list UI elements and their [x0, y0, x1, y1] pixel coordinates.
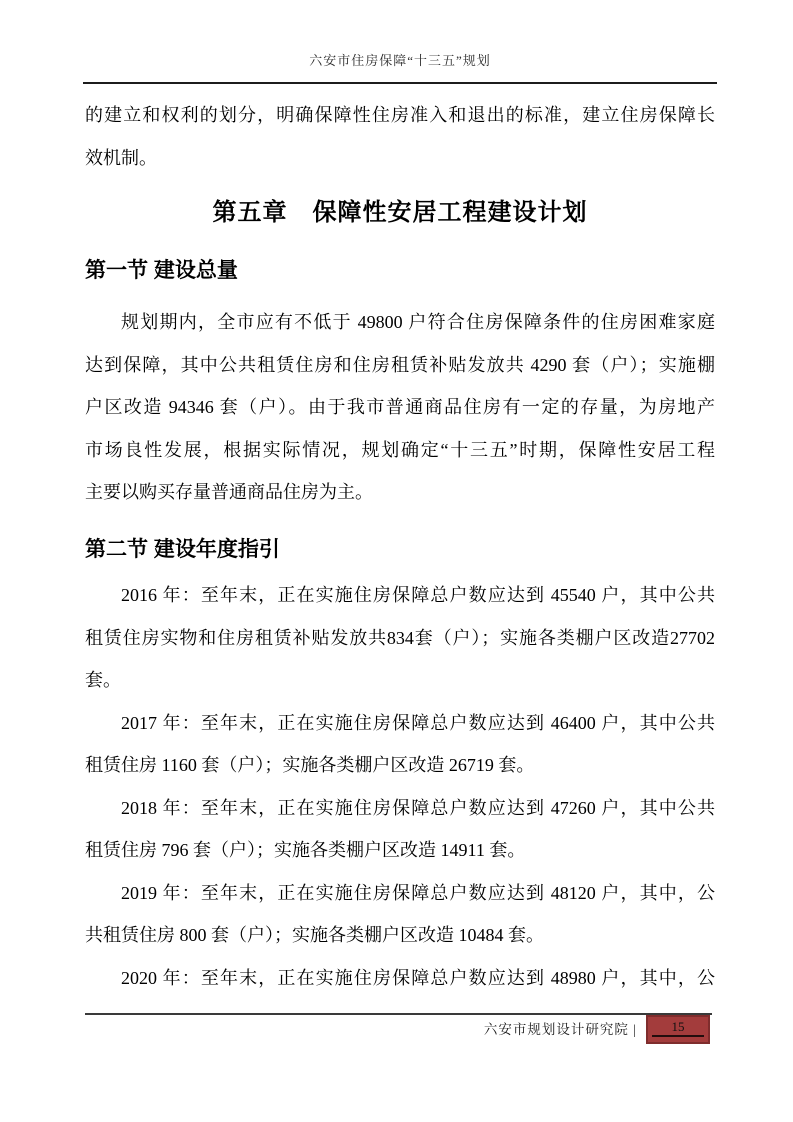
body-line: 达到保障，其中公共租赁住房和住房租赁补贴发放共 4290 套（户）；实施棚	[85, 354, 715, 375]
footer-organization: 六安市规划设计研究院 |	[483, 1022, 637, 1037]
body-line: 2018 年：至年末，正在实施住房保障总户数应达到 47260 户，其中公共	[121, 797, 715, 818]
chapter-title: 第五章 保障性安居工程建设计划	[212, 199, 588, 226]
body-line: 租赁住房 1160 套（户）；实施各类棚户区改造 26719 套。	[85, 755, 535, 775]
yearly-guidance	[85, 574, 715, 999]
body-line: 共租赁住房 800 套（户）；实施各类棚户区改造 10484 套。	[85, 925, 544, 945]
body-line: 的建立和权利的划分，明确保障性住房准入和退出的标准，建立住房保障长	[85, 105, 715, 125]
body-line: 规划期内，全市应有不低于 49800 户符合住房保障条件的住房困难家庭	[121, 312, 715, 332]
body-line: 户区改造 94346 套（户）。由于我市普通商品住房有一定的存量，为房地产	[85, 397, 715, 417]
section-heading-1: 第一节 建设总量	[85, 259, 238, 282]
body-line: 2019 年：至年末，正在实施住房保障总户数应达到 48120 户，其中，公	[121, 882, 715, 903]
page-number-underline	[652, 1035, 704, 1037]
body-line: 套。	[85, 670, 121, 690]
page-number: 15	[671, 1019, 685, 1034]
body-line: 市场良性发展，根据实际情况，规划确定“十三五”时期，保障性安居工程	[85, 439, 715, 460]
body-line: 效机制。	[85, 147, 157, 168]
page-body	[85, 94, 715, 999]
body-line: 2020 年：至年末，正在实施住房保障总户数应达到 48980 户，其中，公	[121, 967, 715, 988]
body-line: 2016 年：至年末，正在实施住房保障总户数应达到 45540 户，其中公共	[121, 585, 715, 605]
body-line: 租赁住房 796 套（户）；实施各类棚户区改造 14911 套。	[85, 840, 526, 860]
section-heading-2: 第二节 建设年度指引	[85, 537, 280, 561]
page-number-badge	[646, 1015, 710, 1044]
body-line: 2017 年：至年末，正在实施住房保障总户数应达到 46400 户，其中公共	[121, 712, 715, 733]
running-header-title: 六安市住房保障“十三五”规划	[309, 53, 491, 68]
header-rule	[83, 82, 717, 84]
body-line: 主要以购买存量普通商品住房为主。	[85, 482, 373, 502]
footer-rule	[85, 1013, 712, 1015]
body-line: 租赁住房实物和住房租赁补贴发放共834套（户）；实施各类棚户区改造27702	[85, 627, 715, 648]
paragraph-total	[85, 301, 715, 514]
